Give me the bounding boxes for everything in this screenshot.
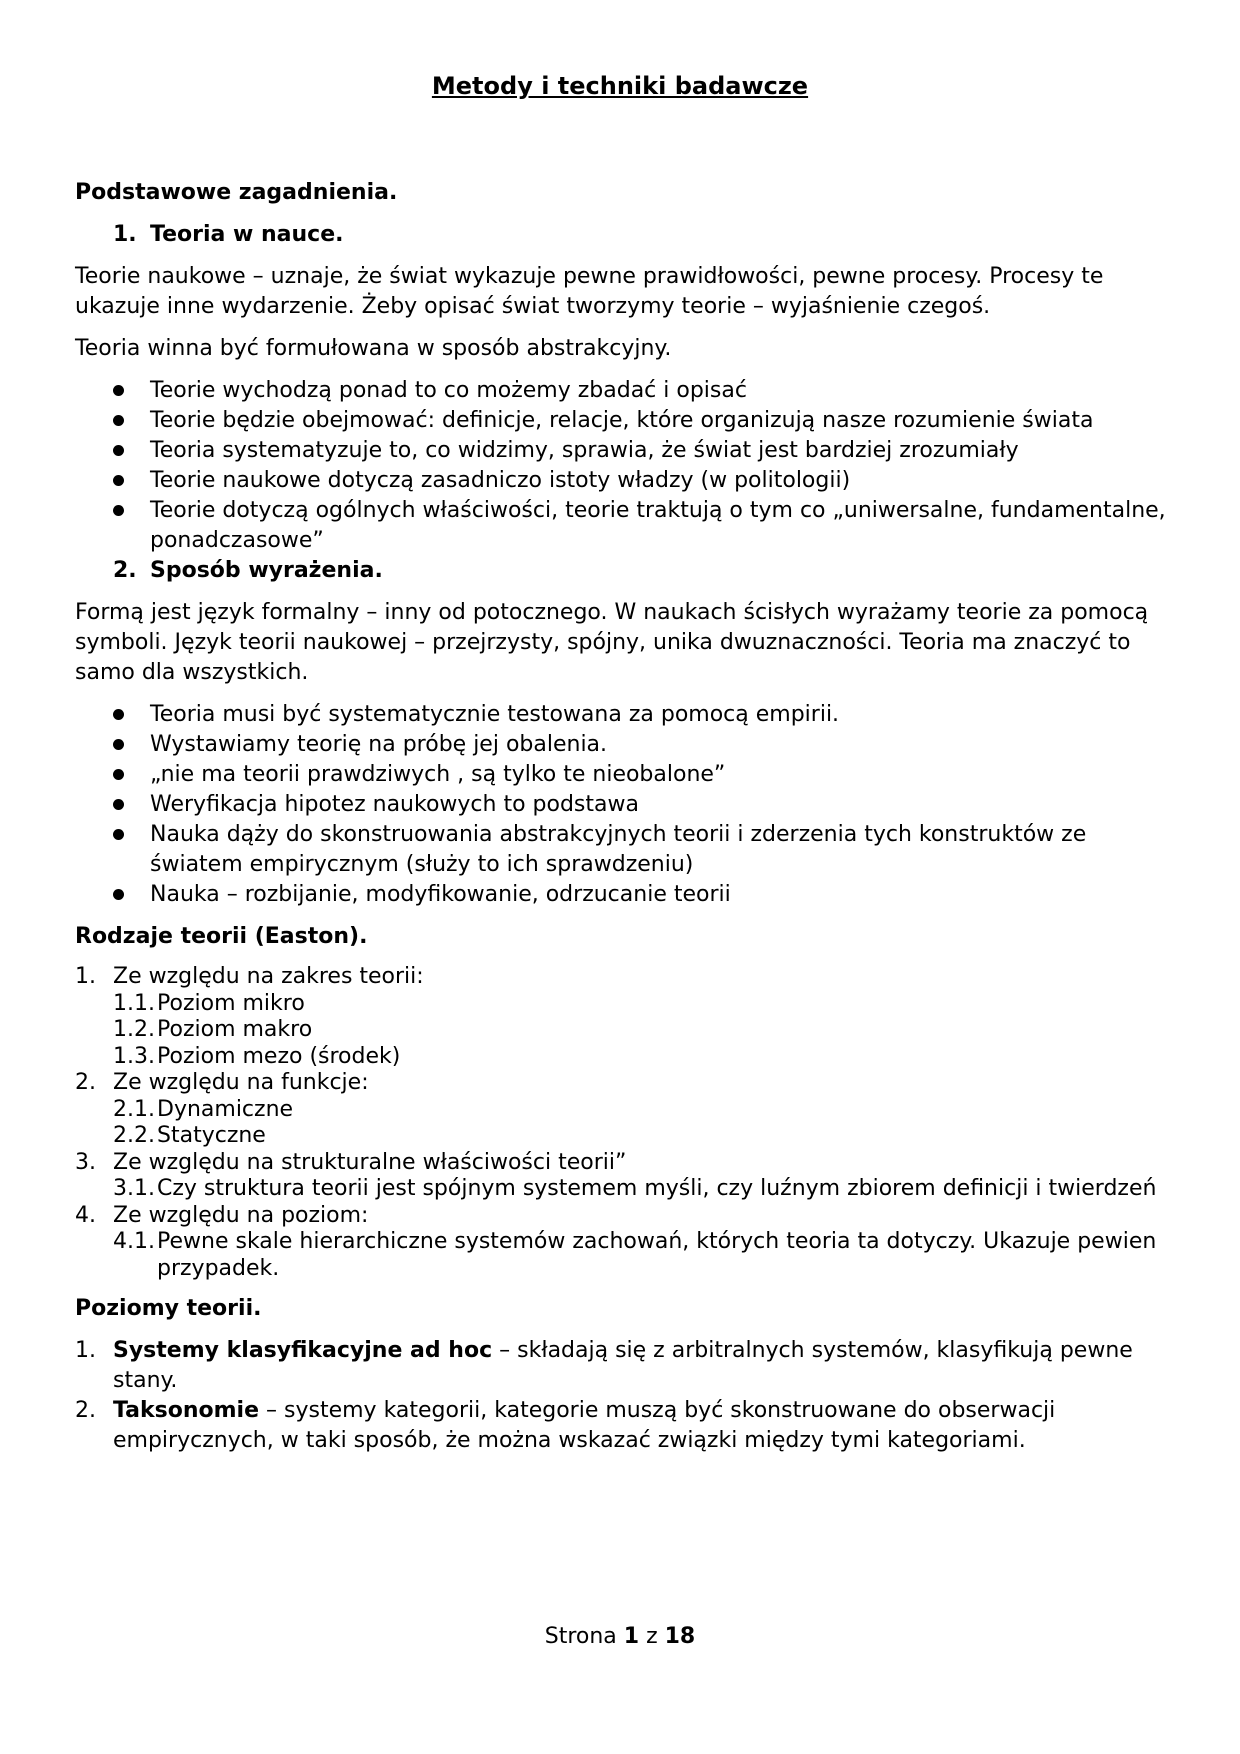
sub-list-item: 2.2. Statyczne bbox=[113, 1123, 266, 1148]
current-page-number: 1 bbox=[623, 1624, 640, 1649]
bullet-list-testing bbox=[75, 700, 1175, 910]
section-heading-theory-types: Rodzaje teorii (Easton). bbox=[75, 924, 368, 949]
list-item: Wystawiamy teorię na próbę jej obalenia. bbox=[75, 730, 1175, 760]
bullet-icon bbox=[113, 829, 124, 840]
bullet-icon bbox=[113, 475, 124, 486]
bullet-icon bbox=[113, 709, 124, 720]
paragraph: Formą jest język formalny – inny od potocznego. W naukach ścisłych wyrażamy teorie za pomocą symboli. Język teorii naukowej – przejrzysty, spójny, unika dwuznaczności. Teoria ma znaczyć to samo dla wszystkich. bbox=[75, 600, 1149, 685]
numbered-list-theory-types bbox=[75, 964, 1175, 1282]
document-body bbox=[75, 178, 1175, 1456]
bullet-icon bbox=[113, 889, 124, 900]
list-item: 2. Ze względu na funkcje: bbox=[75, 1070, 369, 1095]
section-heading-theory-levels: Poziomy teorii. bbox=[75, 1296, 262, 1321]
list-item: 4. Ze względu na poziom: bbox=[75, 1202, 369, 1228]
bullet-icon bbox=[113, 769, 124, 780]
numbered-heading-expression bbox=[75, 556, 1175, 586]
numbered-heading-label: Sposób wyrażenia. bbox=[150, 558, 383, 583]
list-item: Nauka – rozbijanie, modyfikowanie, odrzucanie teorii bbox=[75, 880, 1175, 910]
sub-list-item: 1.1. Poziom mikro bbox=[113, 990, 305, 1016]
total-pages: 18 bbox=[664, 1624, 696, 1649]
page-label: Strona bbox=[544, 1624, 624, 1649]
numbered-list-theory-levels bbox=[75, 1336, 1175, 1456]
list-item: Teorie wychodzą ponad to co możemy zbadać i opisać bbox=[75, 376, 1175, 406]
document-title: Metody i techniki badawcze bbox=[431, 72, 809, 100]
list-item: 3. Ze względu na strukturalne właściwości teorii” bbox=[75, 1149, 627, 1175]
sub-list-item: 3.1. Czy struktura teorii jest spójnym systemem myśli, czy luźnym zbiorem definicji i twierdzeń bbox=[113, 1176, 1157, 1201]
section-heading-basics: Podstawowe zagadnienia. bbox=[75, 180, 398, 205]
sub-list-item: 2.1. Dynamiczne bbox=[113, 1096, 294, 1122]
page-separator: z bbox=[639, 1624, 665, 1649]
list-item: 1. Systemy klasyfikacyjne ad hoc – składają się z arbitralnych systemów, klasyfikują pewne stany. bbox=[75, 1338, 1133, 1393]
bullet-icon bbox=[113, 415, 124, 426]
bullet-icon bbox=[113, 385, 124, 396]
list-number: 1. bbox=[113, 222, 137, 247]
list-item: Nauka dąży do skonstruowania abstrakcyjnych teorii i zderzenia tych konstruktów ze światem empirycznym (służy to ich sprawdzeniu) bbox=[75, 820, 1175, 880]
sub-list-item: 1.2. Poziom makro bbox=[113, 1017, 313, 1042]
list-item: Teorie dotyczą ogólnych właściwości, teorie traktują o tym co „uniwersalne, fundamentalne, ponadczasowe” bbox=[75, 496, 1175, 556]
list-item: Teoria musi być systematycznie testowana za pomocą empirii. bbox=[75, 700, 1175, 730]
list-item: „nie ma teorii prawdziwych , są tylko te nieobalone” bbox=[75, 760, 1175, 790]
sub-list-item: 4.1. Pewne skale hierarchiczne systemów zachowań, których teoria ta dotyczy. Ukazuje pewien przypadek. bbox=[113, 1229, 1157, 1281]
list-number: 2. bbox=[113, 558, 137, 583]
list-item: Teoria systematyzuje to, co widzimy, sprawia, że świat jest bardziej zrozumiały bbox=[75, 436, 1175, 466]
list-item: 2. Taksonomie – systemy kategorii, kategorie muszą być skonstruowane do obserwacji empirycznych, w taki sposób, że można wskazać związki między tymi kategoriami. bbox=[75, 1398, 1056, 1453]
numbered-heading-theory bbox=[75, 220, 1175, 250]
list-item: Weryfikacja hipotez naukowych to podstawa bbox=[75, 790, 1175, 820]
paragraph: Teorie naukowe – uznaje, że świat wykazuje pewne prawidłowości, pewne procesy. Procesy te ukazuje inne wydarzenie. Żeby opisać świat tworzymy teorie – wyjaśnienie czegoś. bbox=[75, 264, 1104, 319]
bullet-icon bbox=[113, 445, 124, 456]
bullet-list-theories bbox=[75, 376, 1175, 556]
list-item: Teorie naukowe dotyczą zasadniczo istoty władzy (w politologii) bbox=[75, 466, 1175, 496]
numbered-heading-label: Teoria w nauce. bbox=[150, 222, 344, 247]
bullet-icon bbox=[113, 799, 124, 810]
list-item: 1. Ze względu na zakres teorii: bbox=[75, 964, 424, 989]
bullet-icon bbox=[113, 739, 124, 750]
list-item: Teorie będzie obejmować: definicje, relacje, które organizują nasze rozumienie świata bbox=[75, 406, 1175, 436]
bullet-icon bbox=[113, 505, 124, 516]
sub-list-item: 1.3. Poziom mezo (środek) bbox=[113, 1043, 401, 1069]
paragraph: Teoria winna być formułowana w sposób abstrakcyjny. bbox=[75, 336, 672, 361]
page-footer bbox=[0, 1624, 1240, 1649]
